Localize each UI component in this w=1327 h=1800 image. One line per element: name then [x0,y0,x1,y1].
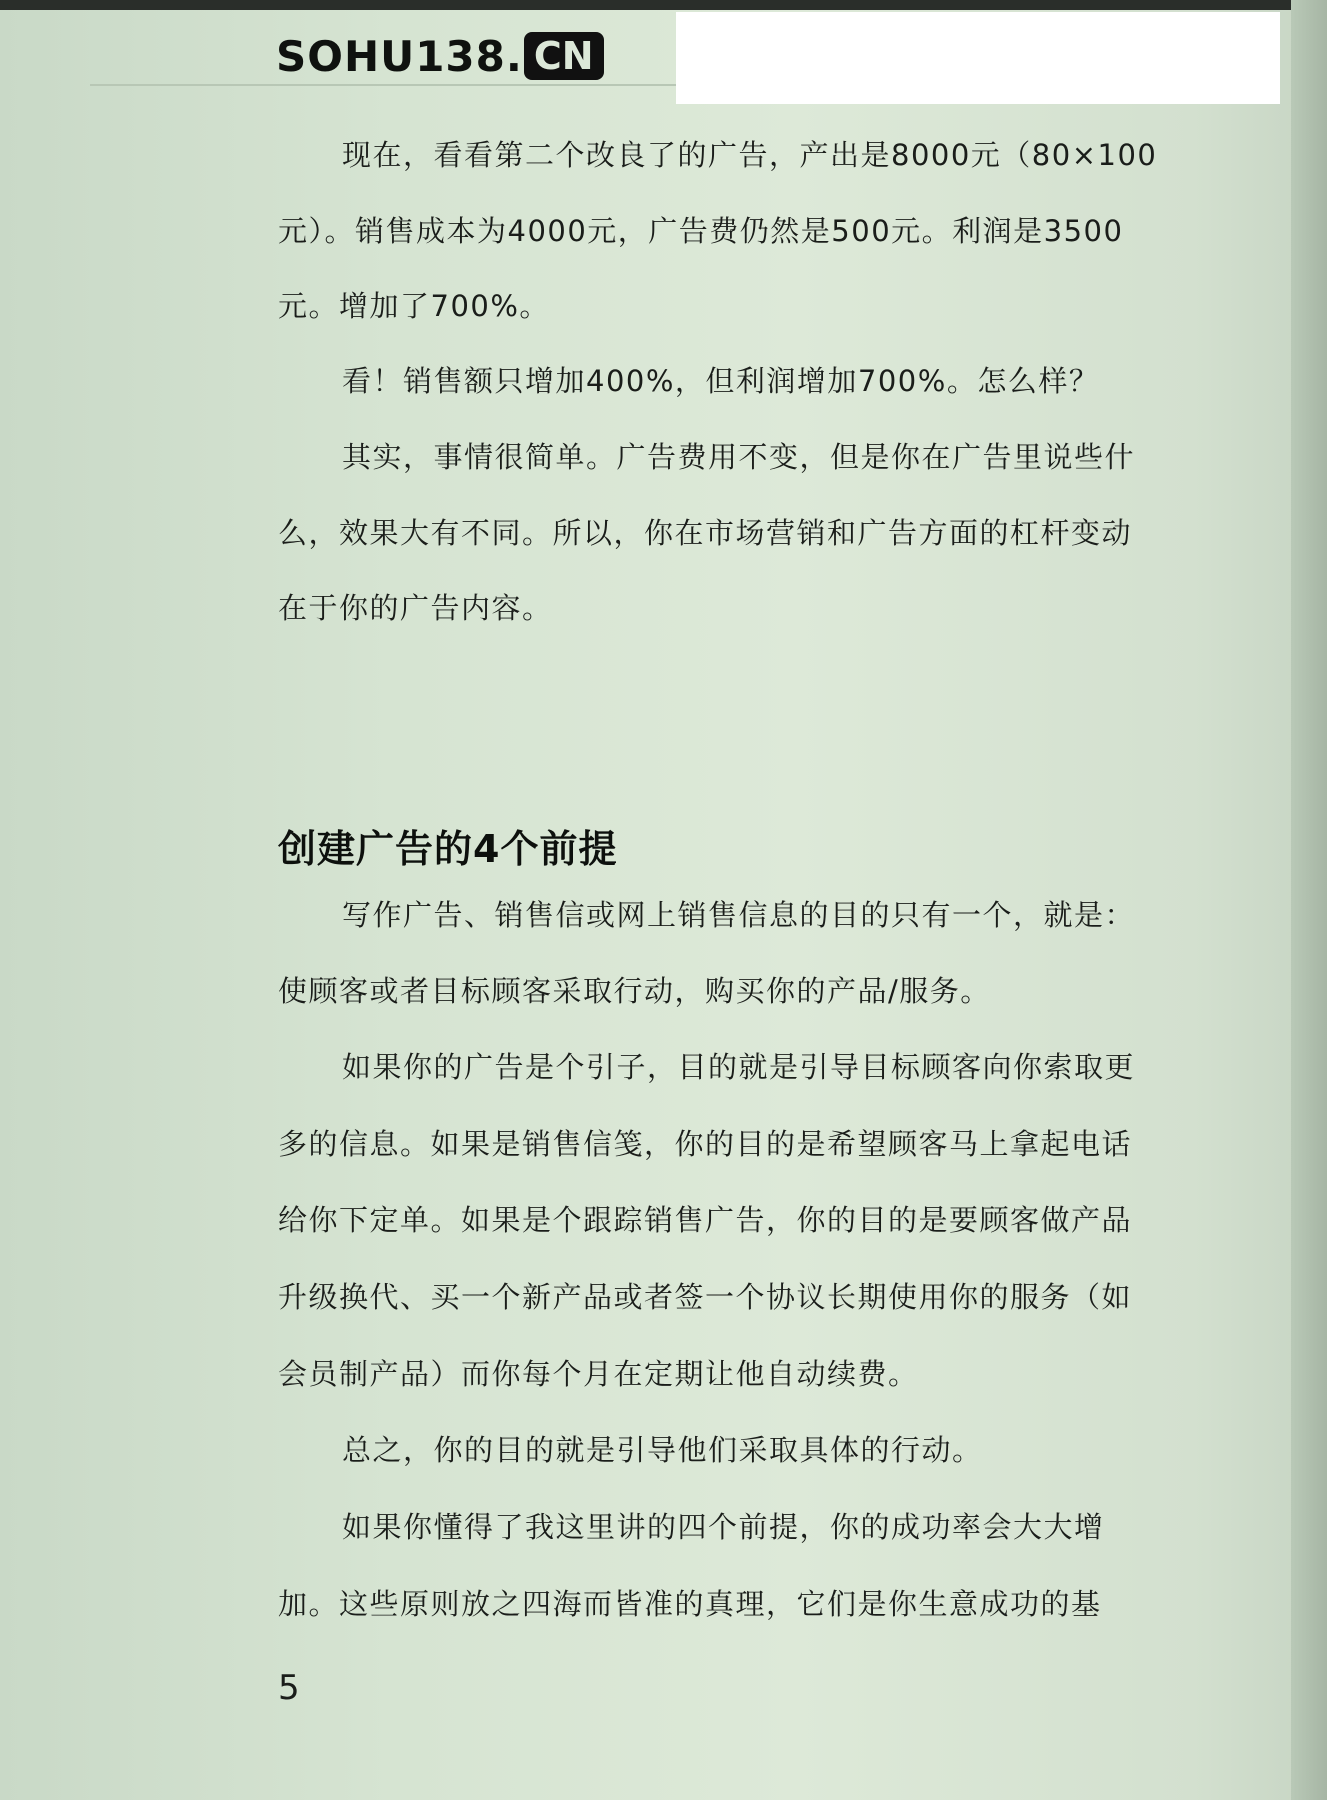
header-rule [90,84,680,86]
page-right-edge [1291,0,1327,1800]
paragraph-line: 给你下定单。如果是个跟踪销售广告，你的目的是要顾客做产品 [278,1203,1133,1237]
paragraph-line: 元。增加了700%。 [278,289,550,323]
paragraph-line: 如果你的广告是个引子，目的就是引导目标顾客向你索取更 [342,1050,1136,1084]
paragraph-line: 元）。销售成本为4000元，广告费仍然是500元。利润是3500 [278,214,1124,248]
paragraph-line: 其实，事情很简单。广告费用不变，但是你在广告里说些什 [342,440,1136,474]
paragraph-line: 多的信息。如果是销售信笺，你的目的是希望顾客马上拿起电话 [278,1127,1133,1161]
paragraph-line: 看！销售额只增加400%，但利润增加700%。怎么样？ [342,364,1100,398]
logo-dot: . [505,31,522,81]
logo-badge: CN [524,32,604,80]
site-logo [276,28,604,84]
paragraph-line: 么，效果大有不同。所以，你在市场营销和广告方面的杠杆变动 [278,516,1133,550]
paragraph-line: 使顾客或者目标顾客采取行动，购买你的产品/服务。 [278,974,991,1008]
section-heading: 创建广告的4个前提 [278,827,618,871]
paragraph-line: 总之，你的目的就是引导他们采取具体的行动。 [342,1433,983,1467]
scan-top-edge [0,0,1327,10]
paragraph-line: 写作广告、销售信或网上销售信息的目的只有一个，就是： [342,898,1136,932]
paragraph-line: 升级换代、买一个新产品或者签一个协议长期使用你的服务（如 [278,1280,1133,1314]
redaction-box [676,12,1280,104]
page-number: 5 [278,1668,300,1708]
logo-text: SOHU138 [276,31,506,81]
paragraph-line: 在于你的广告内容。 [278,591,553,625]
paragraph-line: 加。这些原则放之四海而皆准的真理，它们是你生意成功的基 [278,1587,1102,1621]
paragraph-line: 如果你懂得了我这里讲的四个前提，你的成功率会大大增 [342,1510,1105,1544]
paragraph-line: 会员制产品）而你每个月在定期让他自动续费。 [278,1357,919,1391]
paragraph-line: 现在，看看第二个改良了的广告，产出是8000元（80×100 [342,138,1158,172]
